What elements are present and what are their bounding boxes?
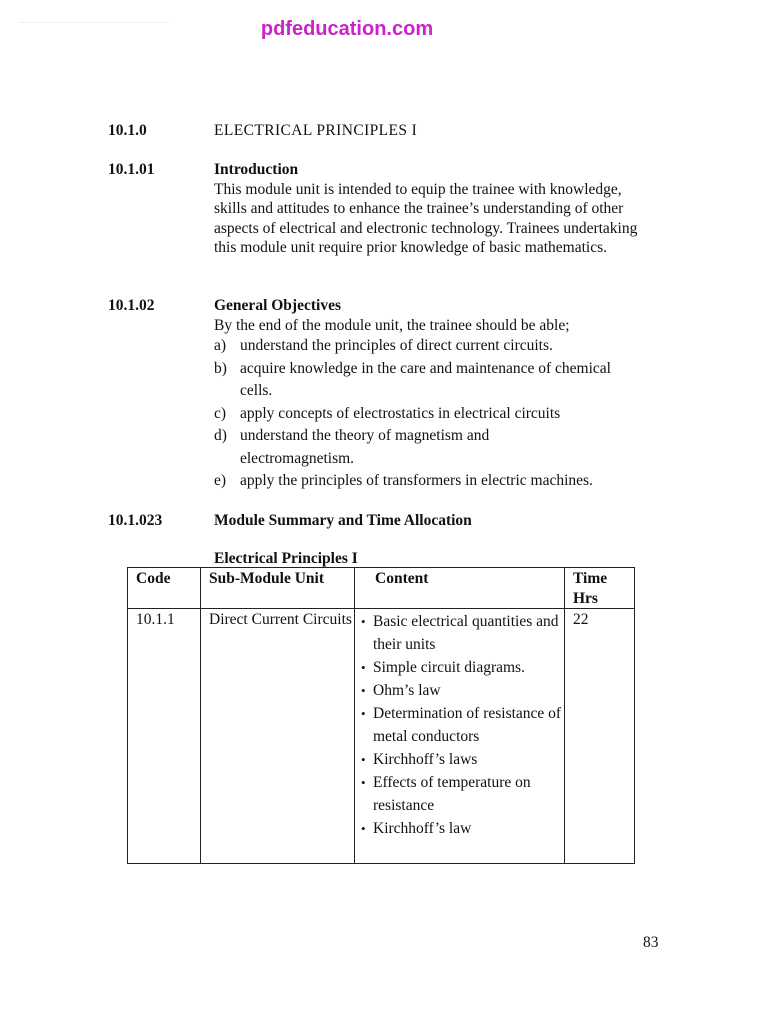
header-code: Code xyxy=(128,568,201,609)
introduction-heading: Introduction xyxy=(214,161,299,178)
bullet-icon: • xyxy=(361,706,366,721)
introduction-text: This module unit is intended to equip the trainee with knowledge, skills and attitudes to enhance the trainee’s understanding of other aspects of electrical and electronic technology. Trainees undertaking this module unit require prior knowledge of basic mathematics. xyxy=(214,180,638,256)
header-content: Content xyxy=(355,568,565,609)
section-number: 10.1.023 xyxy=(108,512,163,529)
content-list xyxy=(363,610,564,840)
objective-item: c) apply concepts of electrostatics in electrical circuits xyxy=(214,404,561,422)
module-summary-table xyxy=(127,567,635,864)
section-number: 10.1.02 xyxy=(108,297,155,314)
cell-sub-module: Direct Current Circuits xyxy=(201,609,355,864)
list-item: • Simple circuit diagrams. xyxy=(361,656,564,679)
list-item: • Kirchhoff’s law xyxy=(361,817,564,840)
objective-item: b) acquire knowledge in the care and maintenance of chemical cells. xyxy=(214,359,611,399)
cell-content xyxy=(355,609,565,864)
cell-code: 10.1.1 xyxy=(128,609,201,864)
list-item: • Kirchhoff’s laws xyxy=(361,748,564,771)
table-title: Electrical Principles I xyxy=(214,549,358,567)
objectives-list xyxy=(214,335,659,493)
header-time: Time Hrs xyxy=(565,568,635,609)
list-item: • Ohm’s law xyxy=(361,679,564,702)
header-sub-module: Sub-Module Unit xyxy=(201,568,355,609)
bullet-icon: • xyxy=(361,821,366,836)
objective-item: e) apply the principles of transformers in electric machines. xyxy=(214,472,593,489)
bullet-icon: • xyxy=(361,683,366,698)
objective-item: a) understand the principles of direct current circuits. xyxy=(214,337,553,354)
bullet-icon: • xyxy=(361,775,366,790)
table-header-row xyxy=(128,568,635,609)
summary-heading: Module Summary and Time Allocation xyxy=(214,512,472,529)
objectives-heading: General Objectives xyxy=(214,297,341,314)
module-title: ELECTRICAL PRINCIPLES I xyxy=(214,122,418,139)
objective-item: d) understand the theory of magnetism and electromagnetism. xyxy=(214,427,490,467)
list-item: • Determination of resistance of metal conductors xyxy=(361,702,564,748)
bullet-icon: • xyxy=(361,660,366,675)
objectives-intro: By the end of the module unit, the trainee should be able; xyxy=(214,316,570,334)
cell-time: 22 xyxy=(565,609,635,864)
list-item: • Effects of temperature on resistance xyxy=(361,771,564,817)
page-number: 83 xyxy=(643,934,659,951)
bullet-icon: • xyxy=(361,614,366,629)
table-row xyxy=(128,609,635,864)
section-number: 10.1.0 xyxy=(108,122,147,139)
bullet-icon: • xyxy=(361,752,366,767)
section-number: 10.1.01 xyxy=(108,161,155,178)
site-watermark: pdfeducation.com xyxy=(260,18,434,40)
list-item: • Basic electrical quantities and their units xyxy=(361,610,564,656)
